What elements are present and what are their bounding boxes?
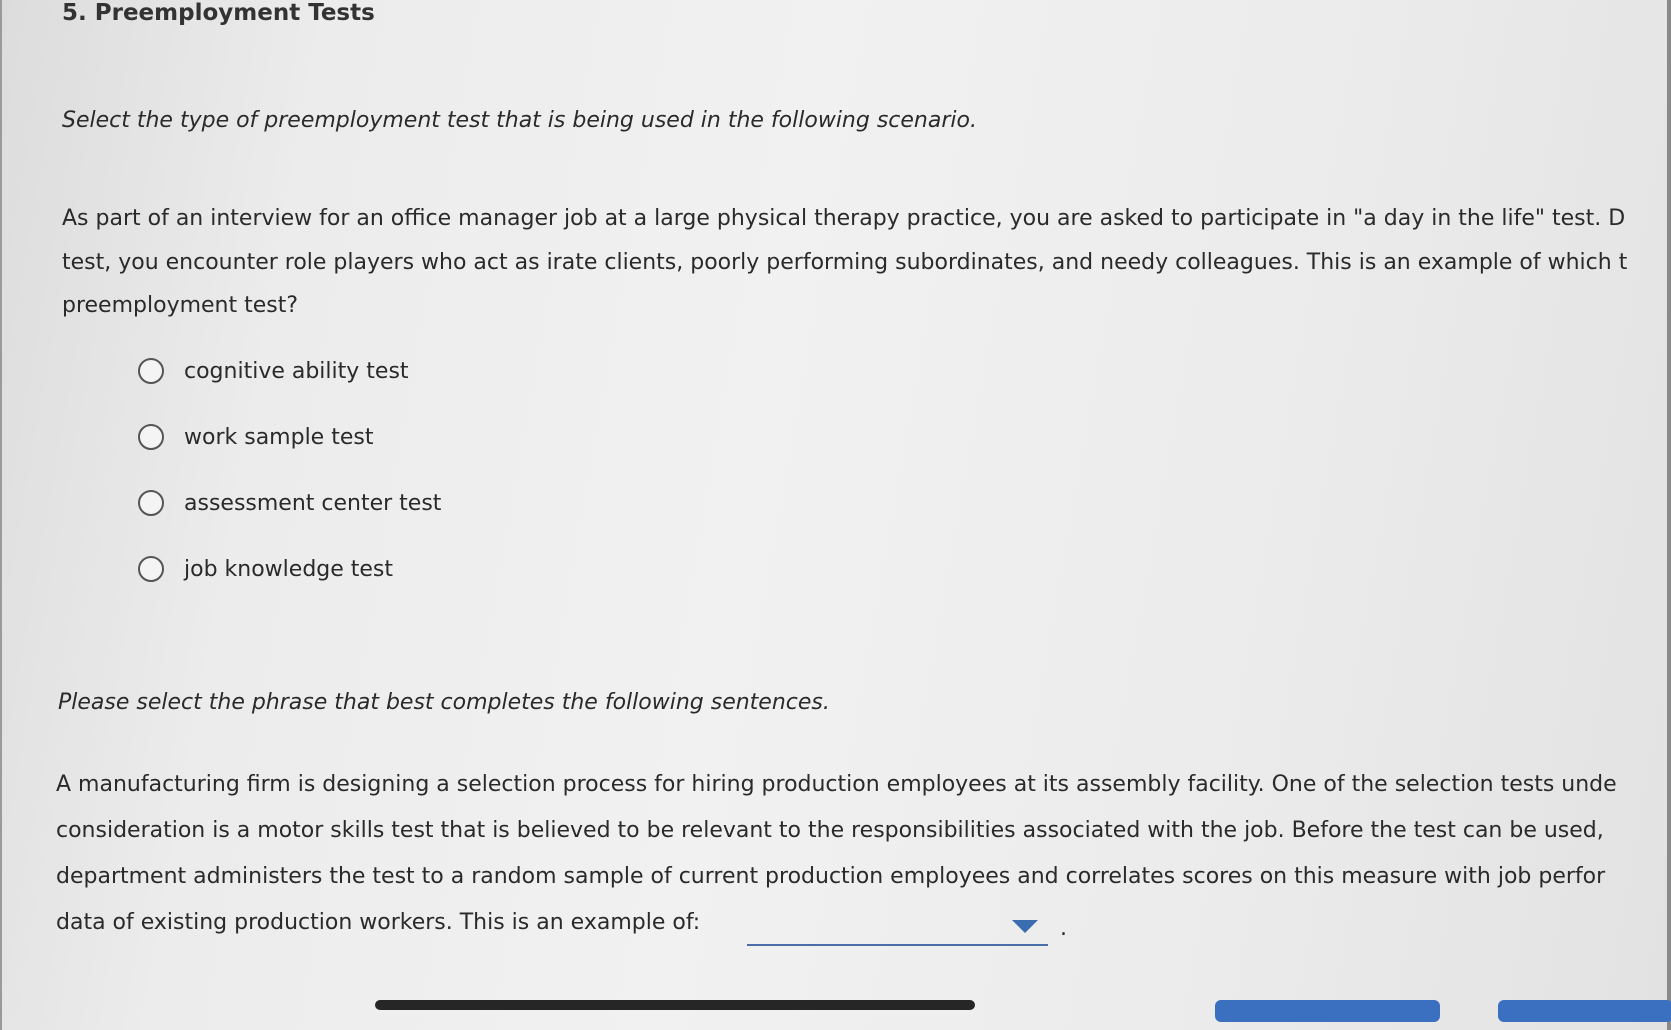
radio-button[interactable] — [138, 424, 164, 450]
option-label: assessment center test — [184, 490, 442, 516]
option-cognitive-ability-test[interactable] — [138, 358, 409, 384]
screen-left-border — [0, 0, 2, 1030]
scenario-line-2: test, you encounter role players who act as irate clients, poorly performing subordinates, and needy colleagues. This is an example of which t — [62, 250, 1628, 275]
question-instruction: Select the type of preemployment test that is being used in the following scenario. — [62, 108, 977, 133]
question-title: 5. Preemployment Tests — [62, 0, 375, 26]
option-label: cognitive ability test — [184, 358, 409, 384]
radio-button[interactable] — [138, 358, 164, 384]
paragraph-line-1: A manufacturing firm is designing a selection process for hiring production employees at its assembly facility. One of the selection tests unde — [56, 772, 1617, 797]
scenario-line-1: As part of an interview for an office manager job at a large physical therapy practice, you are asked to participate in "a day in the life" test. D — [62, 206, 1626, 231]
answer-dropdown[interactable] — [747, 904, 1048, 946]
footer-button-primary[interactable] — [1215, 1000, 1440, 1022]
paragraph-line-4: data of existing production workers. This is an example of: — [56, 910, 701, 935]
part2-instruction: Please select the phrase that best completes the following sentences. — [58, 690, 830, 715]
sentence-period: . — [1060, 916, 1067, 941]
radio-button[interactable] — [138, 556, 164, 582]
chevron-down-icon[interactable] — [1012, 920, 1038, 933]
screen-right-border — [1667, 0, 1671, 1030]
horizontal-scrollbar[interactable] — [375, 1000, 975, 1010]
paragraph-line-3: department administers the test to a random sample of current production employees and correlates scores on this measure with job perfor — [56, 864, 1606, 889]
option-assessment-center-test[interactable] — [138, 490, 441, 516]
footer-button-secondary[interactable] — [1498, 1000, 1671, 1022]
option-label: work sample test — [184, 424, 374, 450]
scenario-line-3: preemployment test? — [62, 293, 299, 318]
option-label: job knowledge test — [184, 556, 394, 582]
option-work-sample-test[interactable] — [138, 424, 373, 450]
paragraph-line-2: consideration is a motor skills test that is believed to be relevant to the responsibilities associated with the job. Before the test can be used, — [56, 818, 1604, 843]
option-job-knowledge-test[interactable] — [138, 556, 393, 582]
radio-button[interactable] — [138, 490, 164, 516]
